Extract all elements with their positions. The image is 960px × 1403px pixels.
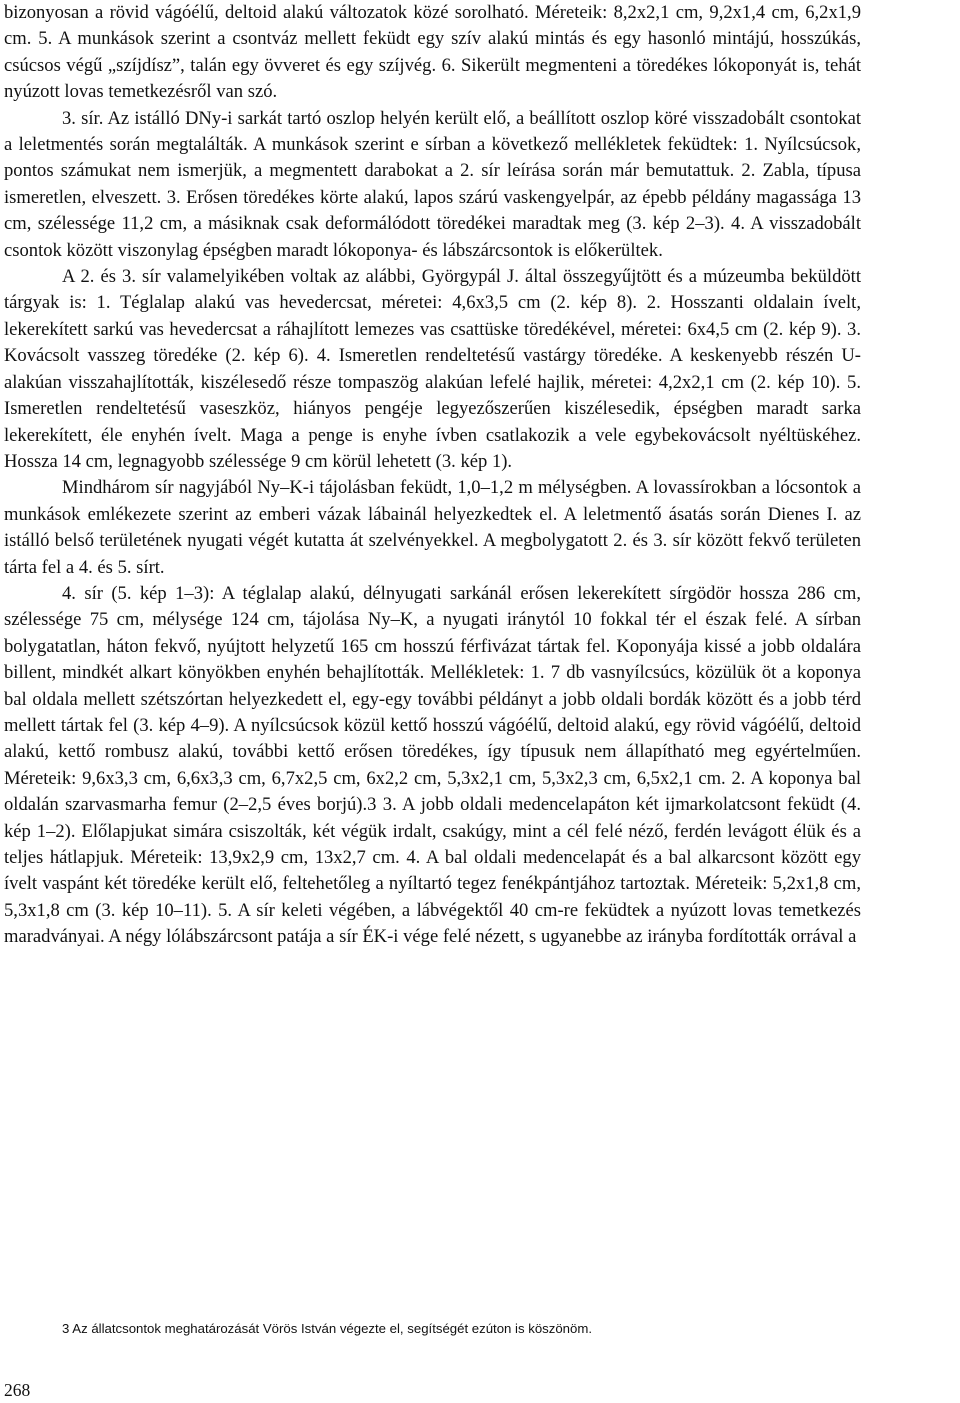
body-text — [4, 0, 861, 951]
paragraph-orientation: Mindhárom sír nagyjából Ny–K-i tájolásban feküdt, 1,0–1,2 m mélységben. A lovassírokban a lócsontok a munkások emlékezete szerint az emberi vázak lábainál helyezkedtek el. A leletmentő ásatás során Dienes I. az istálló belső területének nyugati végét kutatta át szelvényekkel. A megbolygatott 2. és 3. sír között fekvő területen tárta fel a 4. és 5. sírt. — [4, 477, 861, 578]
paragraph-grave-4: 4. sír (5. kép 1–3): A téglalap alakú, délnyugati sarkánál erősen lekerekített sírgödör hossza 286 cm, szélessége 75 cm, mélysége 124 cm, tájolása Ny–K, a nyugati iránytól 10 fokkal tér el észak felé. A sírban bolygatatlan, háton fekvő, nyújtott helyzetű 165 cm hosszú férfivázat tártak fel. Koponyája kissé a jobb oldalára billent, mindkét alkart könyökben enyhén behajlították. Mellékletek: 1. 7 db vasnyílcsúcs, közülük öt a koponya bal oldala mellett szétszórtan helyezkedett el, egy-egy további példányt a jobb oldali bordák között és a jobb térd mellett tártak fel (3. kép 4–9). A nyílcsúcsok közül kettő hosszú vágóélű, deltoid alakú, egy rövid vágóélű, deltoid alakú, kettő rombusz alakú, további kettő erősen töredékes, így típusuk nem állapítható meg egyértelműen. Méreteik: 9,6x3,3 cm, 6,6x3,3 cm, 6,7x2,5 cm, 6x2,2 cm, 5,3x2,1 cm, 5,3x2,3 cm, 6,5x2,1 cm. 2. A koponya bal oldalán szarvasmarha femur (2–2,5 éves borjú).3 3. A jobb oldali medencelapáton két ijmarkolatcsont feküdt (4. kép 1–2). Előlapjukat simára csiszolták, két végük irdalt, csakúgy, mint a cél felé néző, ferdén levágott élük és a teljes hátlapjuk. Méreteik: 13,9x2,9 cm, 13x2,7 cm. 4. A bal oldali medencelapát és a bal alkarcsont között egy ívelt vaspánt két töredéke került elő, feltehetőleg a nyíltartó tegez fenékpántjához tartoztak. Méreteik: 5,2x1,8 cm, 5,3x1,8 cm (3. kép 10–11). 5. A sír keleti végében, a lábvégektől 40 cm-re feküdtek a nyúzott lovas temetkezés maradványai. A négy lólábszárcsont patája a sír ÉK-i vége felé nézett, s ugyanebbe az irányba fordították orrával a — [4, 582, 861, 948]
paragraph-grave-3: 3. sír. Az istálló DNy-i sarkát tartó oszlop helyén került elő, a beállított oszlop köré visszadobált csontokat a leletmentés során megtalálták. A munkások szerint e sírban a következő mellékletek feküdtek: 1. Nyílcsúcsok, pontos számukat nem ismerjük, a megmentett darabokat a 2. sír leírása során már bemutattuk. 2. Zabla, típusa ismeretlen, elveszett. 3. Erősen töredékes körte alakú, lapos szárú vaskengyelpár, az épebb példány magassága 13 cm, szélessége 11,2 cm, a másiknak csak deformálódott töredékei maradtak meg (3. kép 2–3). 4. A visszadobált csontok között viszonylag épségben maradt lókoponya- és lábszárcsontok is előkerültek. — [4, 107, 861, 261]
page-number: 268 — [4, 1380, 31, 1400]
paragraph-1: bizonyosan a rövid vágóélű, deltoid alakú változatok közé sorolható. Méreteik: 8,2x2,1 cm, 9,2x1,4 cm, 6,2x1,9 cm. 5. A munkások szerint a csontváz mellett feküdt egy szív alakú mintás és egy hasonló mintájú, hosszúkás, csúcsos végű „szíjdísz”, talán egy övveret és egy szíjvég. 6. Sikerült megmenteni a töredékes lókoponyát is, tehát nyúzott lovas temetkezésről van szó. — [4, 2, 861, 103]
footnote: 3 Az állatcsontok meghatározását Vörös István végezte el, segítségét ezúton is köszönöm. — [62, 1321, 592, 1336]
paragraph-finds: A 2. és 3. sír valamelyikében voltak az alábbi, Györgypál J. által összegyűjtött és a múzeumba beküldött tárgyak is: 1. Téglalap alakú vas hevedercsat, méretei: 4,6x3,5 cm (2. kép 8). 2. Hosszanti oldalain ívelt, lekerekített sarkú vas hevedercsat a ráhajlított lemezes vas csattüske töredékével, méretei: 6x4,5 cm (2. kép 9). 3. Kovácsolt vasszeg töredéke (2. kép 6). 4. Ismeretlen rendeltetésű vastárgy töredéke. A keskenyebb részén U-alakúan visszahajlították, kiszélesedő része tompaszög alakúan lefelé hajlik, méretei: 4,2x2,1 cm (2. kép 10). 5. Ismeretlen rendeltetésű vaseszköz, hiányos pengéje legyezőszerűen kiszélesedik, épségben maradt sarka lekerekített, éle enyhén ívelt. Maga a penge is enyhe ívben csatlakozik a vele egybekovácsolt nyéltüskéhez. Hossza 14 cm, legnagyobb szélessége 9 cm körül lehetett (3. kép 1). — [4, 266, 861, 472]
article-body — [4, 0, 861, 951]
